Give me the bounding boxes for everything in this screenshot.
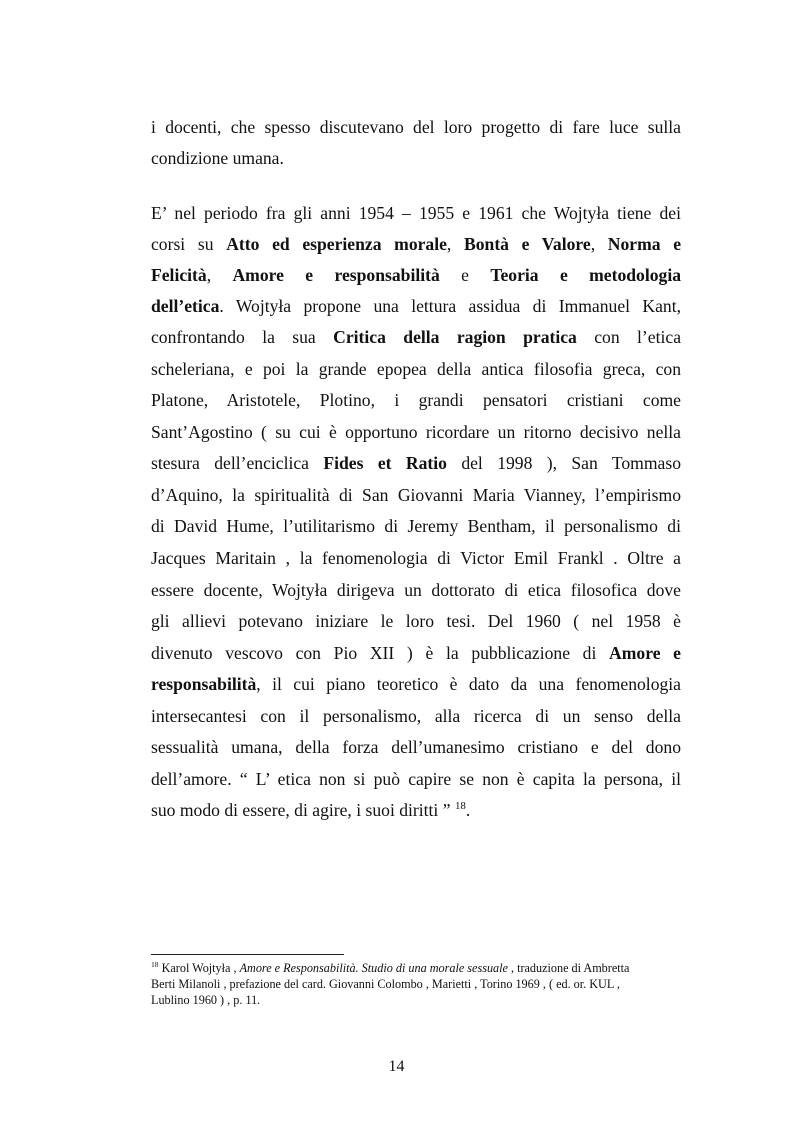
body-line: suo modo di essere, di agire, i suoi diritti ” $^{18}$. [151,800,471,820]
body-line: responsabilità, il cui piano teoretico è dato da una fenomenologia [151,674,681,694]
footnote-line: Berti Milanoli , prefazione del card. Giovanni Colombo , Marietti , Torino 1969 , ( ed. or. KUL , [151,977,620,991]
body-line: E’ nel periodo fra gli anni 1954 – 1955 e 1961 che Wojtyła tiene dei [151,203,681,223]
body-line: di David Hume, l’utilitarismo di Jeremy Bentham, il personalismo di [151,516,681,536]
body-line: divenuto vescovo con Pio XII ) è la pubblicazione di Amore e [151,643,681,663]
footnote-separator [151,954,344,955]
body-line: sessualità umana, della forza dell’umanesimo cristiano e del dono [151,737,681,757]
body-line: condizione umana. [151,148,284,168]
footnote-reference: 18 [454,800,466,813]
body-line: essere docente, Wojtyła dirigeva un dottorato di etica filosofica dove [151,580,681,600]
body-line: Sant’Agostino ( su cui è opportuno ricordare un ritorno decisivo nella [151,422,681,442]
body-line: Jacques Maritain , la fenomenologia di Victor Emil Frankl . Oltre a [151,548,681,568]
body-line: dell’amore. “ L’ etica non si può capire se non è capita la persona, il [151,769,681,789]
body-line: d’Aquino, la spiritualità di San Giovanni Maria Vianney, l’empirismo [151,485,681,505]
body-line: i docenti, che spesso discutevano del loro progetto di fare luce sulla [151,117,681,137]
body-line: dell’etica. Wojtyła propone una lettura assidua di Immanuel Kant, [151,296,681,316]
footnote-book-title: Amore e Responsabilità. Studio di una morale sessuale [239,961,508,975]
page-number: 14 [388,1058,405,1075]
body-line: Felicità, Amore e responsabilità e Teoria e metodologia [151,265,682,285]
body-line: scheleriana, e poi la grande epopea della antica filosofia greca, con [151,359,681,379]
footnote-number: 18 [151,959,159,969]
footnote-line: $^{18}$ Karol Wojtyła , Amore e Responsabilità. Studio di una morale sessuale , traduzione di Ambretta [151,959,630,975]
body-line: intersecantesi con il personalismo, alla ricerca di un senso della [151,706,681,726]
body-line: gli allievi potevano iniziare le loro tesi. Del 1960 ( nel 1958 è [151,611,681,631]
body-line: Platone, Aristotele, Plotino, i grandi pensatori cristiani come [151,390,681,410]
footnote-line: Lublino 1960 ) , p. 11. [151,993,261,1007]
body-line: corsi su Atto ed esperienza morale, Bontà e Valore, Norma e [151,234,682,254]
body-line: stesura dell’enciclica Fides et Ratio del 1998 ), San Tommaso [151,453,681,473]
body-line: confrontando la sua Critica della ragion pratica con l’etica [151,327,681,347]
